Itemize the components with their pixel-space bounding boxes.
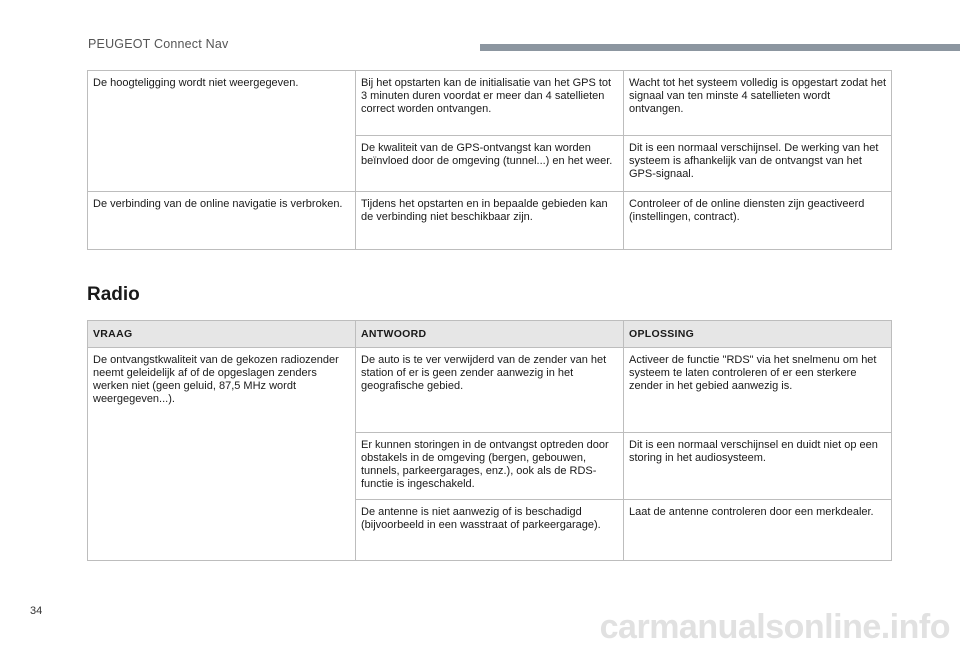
answer-cell: De kwaliteit van de GPS-ontvangst kan worden beïnvloed door de omgeving (tunnel...) en het weer.	[356, 136, 624, 192]
solution-cell: Activeer de functie "RDS" via het snelmenu om het systeem te laten controleren of er een sterkere zender in het gebied aanwezig is.	[624, 348, 892, 433]
table-row	[88, 71, 892, 136]
table-row	[88, 348, 892, 433]
section-title-radio: Radio	[87, 284, 140, 305]
header-bar	[480, 44, 960, 51]
question-cell: De hoogteligging wordt niet weergegeven.	[88, 71, 356, 192]
answer-cell: Tijdens het opstarten en in bepaalde gebieden kan de verbinding niet beschikbaar zijn.	[356, 192, 624, 250]
column-header-question: VRAAG	[88, 321, 356, 348]
running-header-title: PEUGEOT Connect Nav	[88, 37, 229, 51]
answer-cell: De auto is te ver verwijderd van de zender van het station of er is geen zender aanwezig in het geografische gebied.	[356, 348, 624, 433]
solution-cell: Wacht tot het systeem volledig is opgestart zodat het signaal van ten minste 4 satellieten wordt ontvangen.	[624, 71, 892, 136]
solution-cell: Controleer of de online diensten zijn geactiveerd (instellingen, contract).	[624, 192, 892, 250]
answer-cell: Bij het opstarten kan de initialisatie van het GPS tot 3 minuten duren voordat er meer dan 4 satellieten correct worden ontvangen.	[356, 71, 624, 136]
answer-cell: De antenne is niet aanwezig of is beschadigd (bijvoorbeeld in een wasstraat of parkeergarage).	[356, 500, 624, 561]
gps-troubleshooting-table	[87, 70, 892, 250]
question-cell: De ontvangstkwaliteit van de gekozen radiozender neemt geleidelijk af of de opgeslagen zenders werken niet (geen geluid, 87,5 MHz wordt weergegeven...).	[88, 348, 356, 561]
watermark: carmanualsonline.info	[599, 608, 950, 646]
page-number: 34	[30, 605, 43, 617]
column-header-solution: OPLOSSING	[624, 321, 892, 348]
table-row	[88, 192, 892, 250]
table-header-row	[88, 321, 892, 348]
question-cell: De verbinding van de online navigatie is verbroken.	[88, 192, 356, 250]
solution-cell: Dit is een normaal verschijnsel. De werking van het systeem is afhankelijk van de ontvangst van het GPS-signaal.	[624, 136, 892, 192]
answer-cell: Er kunnen storingen in de ontvangst optreden door obstakels in de omgeving (bergen, gebouwen, tunnels, parkeergarages, enz.), ook als de RDS-functie is ingeschakeld.	[356, 433, 624, 500]
solution-cell: Dit is een normaal verschijnsel en duidt niet op een storing in het audiosysteem.	[624, 433, 892, 500]
column-header-answer: ANTWOORD	[356, 321, 624, 348]
radio-troubleshooting-table	[87, 320, 892, 561]
solution-cell: Laat de antenne controleren door een merkdealer.	[624, 500, 892, 561]
